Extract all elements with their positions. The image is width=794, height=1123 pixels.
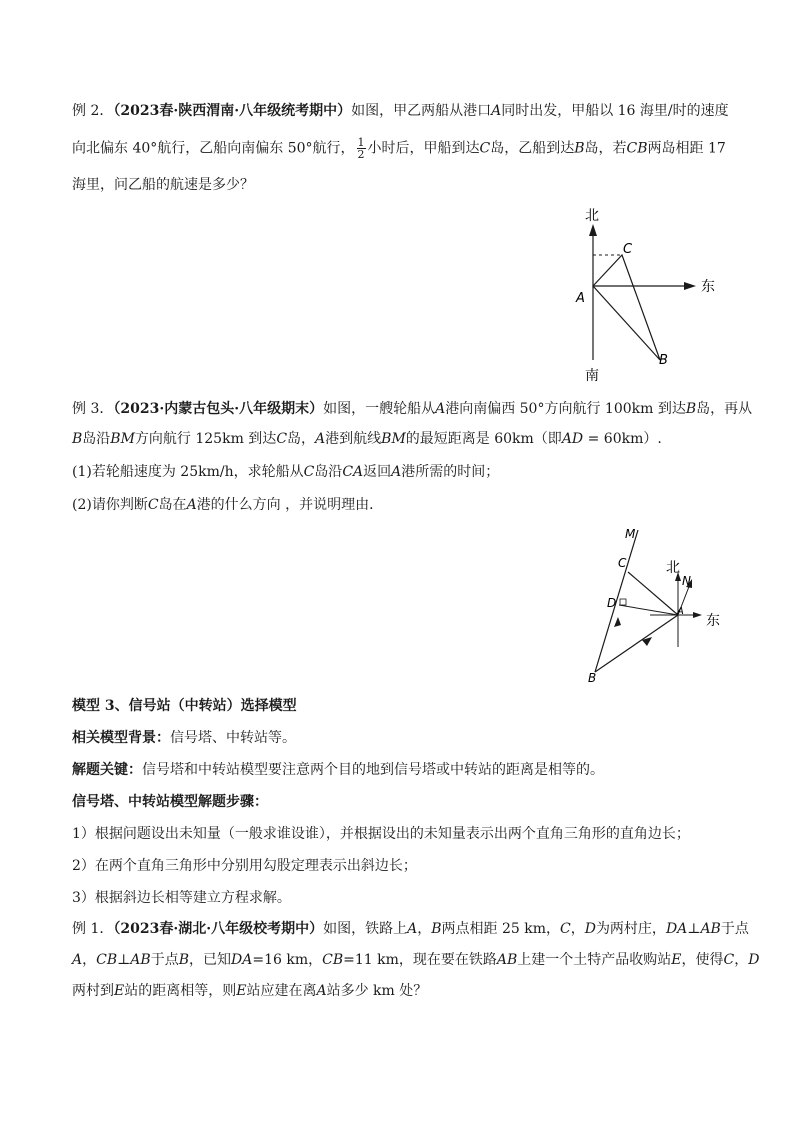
model3-key: 解题关键：信号塔和中转站模型要注意两个目的地到信号塔或中转站的距离是相等的。 — [72, 762, 604, 778]
point-c-label: C — [623, 242, 633, 257]
ex3-figure — [580, 522, 730, 687]
ex3-line-2: B岛沿BM方向航行 125km 到达C岛，A港到航线BM的最短距离是 60km（即AD = 60km）. — [72, 431, 662, 447]
east-arrow-icon — [684, 282, 696, 290]
ex1-line-1: 例 1．（2023春·湖北·八年级校考期中）如图，铁路上A，B两点相距 25 km，C，D为两村庄，DA⊥AB于点 — [72, 921, 749, 937]
model3-step-3: 3）根据斜边长相等建立方程求解。 — [72, 890, 291, 906]
ex2-line-1: 例 2．（2023春·陕西渭南·八年级统考期中）如图，甲乙两船从港口A同时出发，甲船以 16 海里/时的速度 — [72, 103, 729, 119]
point-a-label: A — [576, 291, 585, 306]
north-label: 北 — [666, 560, 680, 576]
model3-title: 模型 3、信号站（中转站）选择模型 — [72, 698, 297, 714]
north-label: 北 — [585, 208, 599, 224]
point-n-label: N — [682, 574, 691, 588]
segment-ad — [619, 605, 678, 615]
point-b-label: B — [659, 353, 668, 368]
ex1-line-2: A，CB⊥AB于点B，已知DA=16 km，CB=11 km，现在要在铁路AB上建一个土特产品收购站E，使得C，D — [72, 952, 760, 968]
route-bm — [595, 530, 638, 672]
east-label: 东 — [701, 279, 715, 295]
point-a-label: A — [677, 606, 684, 617]
ex2-figure — [560, 200, 720, 385]
model3-background: 相关模型背景：信号塔、中转站等。 — [72, 730, 296, 746]
north-arrow-icon — [589, 224, 597, 236]
east-label: 东 — [706, 613, 720, 629]
right-angle-mark — [620, 599, 626, 605]
point-c-label: C — [618, 556, 627, 570]
model3-steps-title: 信号塔、中转站模型解题步骤： — [72, 794, 268, 810]
ex2-line-3: 海里，问乙船的航速是多少？ — [72, 177, 254, 193]
triangle-acb — [593, 255, 660, 360]
ex3-line-1: 例 3．（2023·内蒙古包头·八年级期末）如图，一艘轮船从A港向南偏西 50°方向航行 100km 到达B岛，再从 — [72, 401, 753, 417]
ex3-question-1: (1)若轮船速度为 25km/h，求轮船从C岛沿CA返回A港所需的时间； — [72, 464, 500, 480]
point-m-label: M — [625, 527, 636, 541]
ex3-question-2: (2)请你判断C岛在A港的什么方向 ，并说明理由． — [72, 497, 384, 513]
half-fraction: $\frac{1}{2}$ — [357, 136, 365, 161]
ex2-line-2: 向北偏东 40°航行，乙船向南偏东 50°航行， $\frac{1}{2}$ 小时后，甲船到达C岛，乙船到达B岛，若CB两岛相距 17 — [72, 136, 726, 161]
model3-step-2: 2）在两个直角三角形中分别用勾股定理表示出斜边长； — [72, 858, 417, 874]
ex1-line-3: 两村到E站的距离相等，则E站应建在离A站多少 km 处？ — [72, 983, 428, 999]
route-direction-arrow-icon — [614, 617, 621, 627]
route-ab — [595, 615, 678, 672]
south-label: 南 — [585, 368, 599, 384]
east-arrow-icon — [693, 612, 702, 618]
segment-ca — [628, 572, 678, 615]
point-d-label: D — [607, 596, 617, 610]
point-b-label: B — [588, 671, 597, 685]
model3-step-1: 1）根据问题设出未知量（一般求谁设谁），并根据设出的未知量表示出两个直角三角形的直角边长； — [72, 826, 690, 842]
